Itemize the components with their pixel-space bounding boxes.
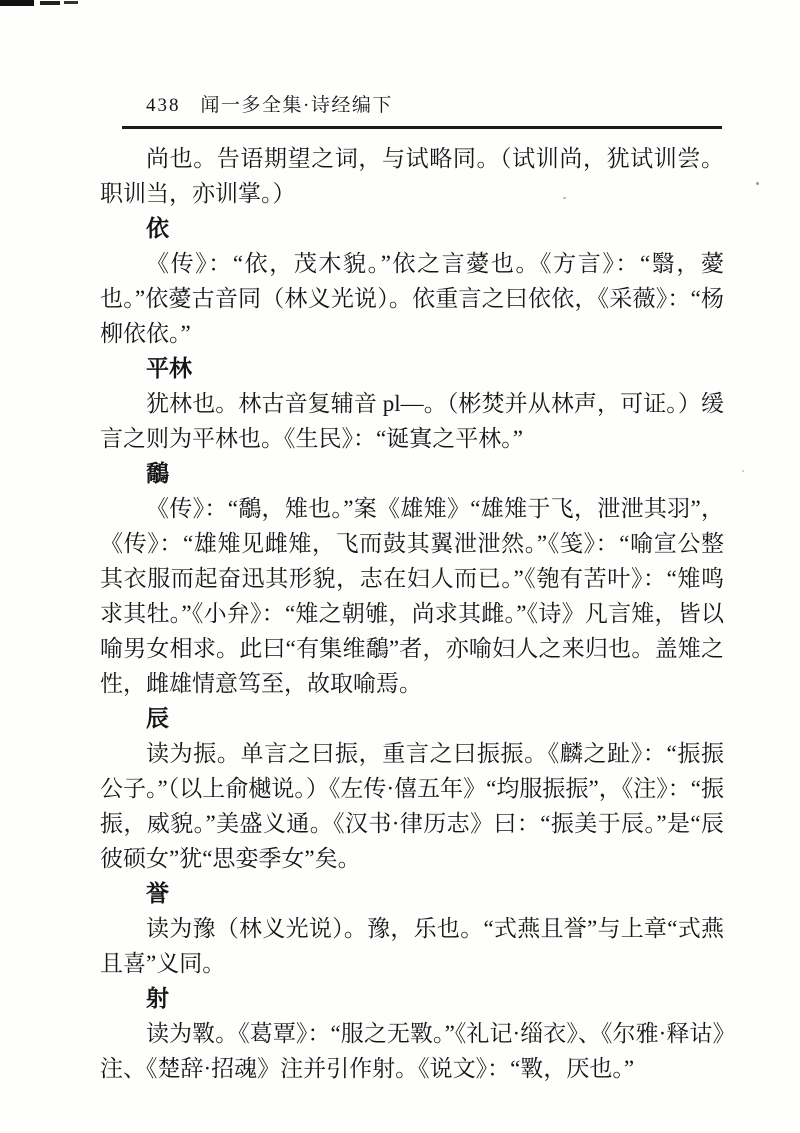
entry-headword-chen: 辰: [146, 705, 169, 731]
running-header: [146, 90, 393, 117]
entry-body-yi: 《传》：“依，茂木貌。”依之言薆也。《方言》：“翳，薆也。”依薆古音同（林义光说）。依重言之曰依依，《采薇》：“杨柳依依。”: [100, 251, 724, 346]
entry-headword-yu: 誉: [146, 880, 169, 906]
scan-artifact-top-edge: [0, 0, 34, 6]
book-title: 闻一多全集·诗经编下: [200, 95, 393, 116]
entry-body-jiao: 《传》：“鷮，雉也。”案《雄雉》“雄雉于飞，泄泄其羽”，《传》：“雄雉见雌雉，飞而鼓其翼泄泄然。”《笺》：“喻宣公整其衣服而起奋迅其形貌，志在妇人而已。”《匏有苦叶》：“雉鸣求其牡。”《小弁》：“雉之朝雊，尚求其雌。”《诗》凡言雉，皆以喻男女相求。此曰“有集维鷮”者，亦喻妇人之来归也。盖雉之性，雌雄情意笃至，故取喻焉。: [100, 496, 724, 696]
scan-speck: [756, 182, 759, 185]
entry-body-pinglin: 犹林也。林古音复辅音 pl—。（彬焚并从林声，可证。）缓言之则为平林也。《生民》：“诞寘之平林。”: [100, 391, 724, 451]
entry-headword-yi: 依: [146, 215, 169, 241]
entry-headword-she: 射: [146, 985, 169, 1011]
entry-body-chen: 读为振。单言之曰振，重言之曰振振。《麟之趾》：“振振公子。”（以上俞樾说。）《左传·僖五年》“均服振振”，《注》：“振振，威貌。”美盛义通。《汉书·律历志》曰：“振美于辰。”是“辰彼硕女”犹“思娈季女”矣。: [100, 741, 724, 871]
header-rule: [122, 126, 722, 129]
entry-body-yu: 读为豫（林义光说）。豫，乐也。“式燕且誉”与上章“式燕且喜”义同。: [100, 916, 724, 976]
continuation-paragraph: 尚也。告语期望之词，与试略同。（试训尚，犹试训尝。职训当，亦训掌。）: [100, 146, 724, 206]
entry-headword-pinglin: 平林: [146, 355, 192, 381]
scan-speck: [742, 470, 744, 472]
scan-artifact-dash: [64, 1, 78, 4]
entry-body-she: 读为斁。《葛覃》：“服之无斁。”《礼记·缁衣》、《尔雅·释诂》注、《楚辞·招魂》注并引作射。《说文》：“斁，厌也。”: [100, 1021, 724, 1081]
entry-headword-jiao: 鷮: [146, 460, 169, 486]
page-number: 438: [146, 95, 181, 116]
page-body: [100, 141, 724, 1086]
scan-artifact-dash: [40, 1, 60, 5]
